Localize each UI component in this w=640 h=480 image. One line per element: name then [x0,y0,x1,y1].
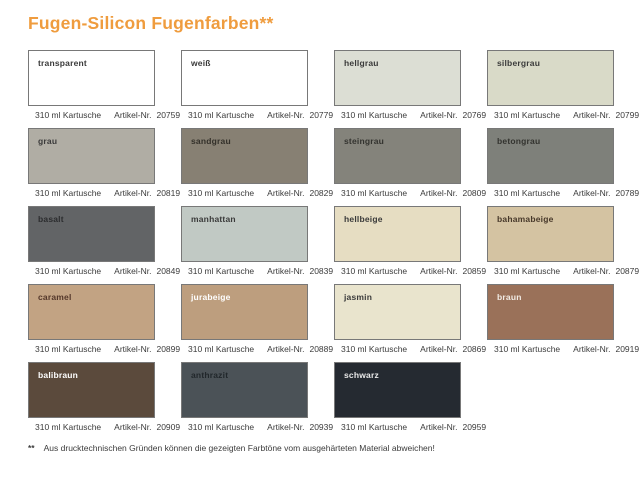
artikel-nr-label: Artikel-Nr. [420,188,458,198]
artikel-number: 20939 [309,422,334,432]
artikel-nr-label: Artikel-Nr. [114,344,152,354]
swatch-name: jurabeige [191,292,231,302]
cartridge-size-label: 310 ml Kartusche [341,266,408,276]
swatch-cell [181,284,334,354]
swatch-cell [181,128,334,198]
color-swatch [181,362,308,418]
cartridge-size-label: 310 ml Kartusche [35,110,102,120]
swatch-meta [181,344,334,354]
swatch-name: schwarz [344,370,379,380]
artikel-number: 20889 [309,344,334,354]
color-swatch [28,50,155,106]
cartridge-size-label: 310 ml Kartusche [35,422,102,432]
color-swatch [181,128,308,184]
artikel-nr-label: Artikel-Nr. [267,344,305,354]
swatch-meta [181,422,334,432]
artikel-nr-label: Artikel-Nr. [420,422,458,432]
cartridge-size-label: 310 ml Kartusche [341,188,408,198]
artikel-number: 20909 [156,422,181,432]
artikel-number: 20869 [462,344,487,354]
cartridge-size-label: 310 ml Kartusche [188,344,255,354]
artikel-nr-label: Artikel-Nr. [114,266,152,276]
artikel-number: 20819 [156,188,181,198]
cartridge-size-label: 310 ml Kartusche [188,266,255,276]
cartridge-size-label: 310 ml Kartusche [341,110,408,120]
cartridge-size-label: 310 ml Kartusche [188,188,255,198]
swatch-name: sandgrau [191,136,231,146]
swatch-cell [334,50,487,120]
swatch-cell [487,206,640,276]
swatch-cell [28,50,181,120]
cartridge-size-label: 310 ml Kartusche [494,110,561,120]
cartridge-size-label: 310 ml Kartusche [494,266,561,276]
swatch-cell [181,50,334,120]
page-title: Fugen-Silicon Fugenfarben** [28,13,274,33]
artikel-number: 20779 [309,110,334,120]
artikel-number: 20769 [462,110,487,120]
swatch-name: weiß [191,58,211,68]
color-swatch [28,284,155,340]
swatch-meta [28,344,181,354]
artikel-nr-label: Artikel-Nr. [114,422,152,432]
artikel-nr-label: Artikel-Nr. [420,110,458,120]
swatch-name: silbergrau [497,58,541,68]
swatch-name: hellgrau [344,58,379,68]
swatch-meta [334,188,487,198]
artikel-nr-label: Artikel-Nr. [573,110,611,120]
swatch-meta [334,266,487,276]
cartridge-size-label: 310 ml Kartusche [341,422,408,432]
color-swatch [334,206,461,262]
swatch-name: grau [38,136,58,146]
artikel-number: 20799 [615,110,640,120]
artikel-number: 20899 [156,344,181,354]
swatch-cell [28,128,181,198]
cartridge-size-label: 310 ml Kartusche [494,344,561,354]
swatch-cell [334,206,487,276]
swatch-cell [181,362,334,432]
swatch-meta [487,266,640,276]
swatch-cell [487,284,640,354]
swatch-name: bahamabeige [497,214,554,224]
swatch-meta [28,266,181,276]
footnote-text: Aus drucktechnischen Gründen können die gezeigten Farbtöne vom ausgehärteten Material abweichen! [43,443,435,453]
swatch-name: caramel [38,292,72,302]
artikel-number: 20919 [615,344,640,354]
swatch-name: anthrazit [191,370,229,380]
swatch-cell [334,284,487,354]
cartridge-size-label: 310 ml Kartusche [35,266,102,276]
swatch-cell [28,284,181,354]
artikel-nr-label: Artikel-Nr. [573,188,611,198]
artikel-number: 20809 [462,188,487,198]
color-swatch [334,128,461,184]
color-swatch [28,128,155,184]
color-swatch [487,206,614,262]
swatch-meta [487,188,640,198]
color-swatch [334,50,461,106]
swatch-name: balibraun [38,370,79,380]
color-swatch [487,284,614,340]
swatch-cell [181,206,334,276]
cartridge-size-label: 310 ml Kartusche [35,344,102,354]
artikel-nr-label: Artikel-Nr. [573,344,611,354]
swatch-name: manhattan [191,214,236,224]
footnote-marker: ** [28,443,35,453]
artikel-nr-label: Artikel-Nr. [573,266,611,276]
artikel-number: 20839 [309,266,334,276]
swatch-name: betongrau [497,136,541,146]
cartridge-size-label: 310 ml Kartusche [188,110,255,120]
artikel-number: 20859 [462,266,487,276]
swatch-meta [28,422,181,432]
swatch-name: basalt [38,214,64,224]
artikel-nr-label: Artikel-Nr. [420,344,458,354]
artikel-number: 20829 [309,188,334,198]
swatch-cell [28,362,181,432]
cartridge-size-label: 310 ml Kartusche [494,188,561,198]
swatch-name: jasmin [344,292,373,302]
artikel-nr-label: Artikel-Nr. [420,266,458,276]
cartridge-size-label: 310 ml Kartusche [341,344,408,354]
swatch-meta [28,188,181,198]
artikel-nr-label: Artikel-Nr. [267,422,305,432]
color-swatch [181,206,308,262]
artikel-number: 20789 [615,188,640,198]
color-swatch [487,128,614,184]
swatch-cell [28,206,181,276]
color-swatch [28,362,155,418]
swatch-cell [487,50,640,120]
swatch-name: steingrau [344,136,385,146]
cartridge-size-label: 310 ml Kartusche [188,422,255,432]
swatch-meta [181,188,334,198]
artikel-number: 20849 [156,266,181,276]
swatch-name: transparent [38,58,87,68]
artikel-number: 20759 [156,110,181,120]
color-swatch [181,50,308,106]
color-swatch [334,284,461,340]
color-swatch [28,206,155,262]
color-swatch [181,284,308,340]
swatch-meta [487,344,640,354]
artikel-number: 20959 [462,422,487,432]
swatch-meta [334,344,487,354]
swatch-cell [334,128,487,198]
artikel-nr-label: Artikel-Nr. [267,266,305,276]
swatch-name: braun [497,292,522,302]
footnote [28,443,435,453]
swatch-meta [487,110,640,120]
artikel-nr-label: Artikel-Nr. [267,188,305,198]
color-swatch [334,362,461,418]
swatch-meta [334,422,487,432]
swatch-meta [181,110,334,120]
artikel-nr-label: Artikel-Nr. [114,188,152,198]
swatch-grid [28,50,640,432]
artikel-nr-label: Artikel-Nr. [114,110,152,120]
swatch-name: hellbeige [344,214,383,224]
artikel-nr-label: Artikel-Nr. [267,110,305,120]
swatch-meta [181,266,334,276]
artikel-number: 20879 [615,266,640,276]
swatch-meta [334,110,487,120]
cartridge-size-label: 310 ml Kartusche [35,188,102,198]
swatch-cell [334,362,487,432]
swatch-cell [487,128,640,198]
color-swatch [487,50,614,106]
swatch-meta [28,110,181,120]
